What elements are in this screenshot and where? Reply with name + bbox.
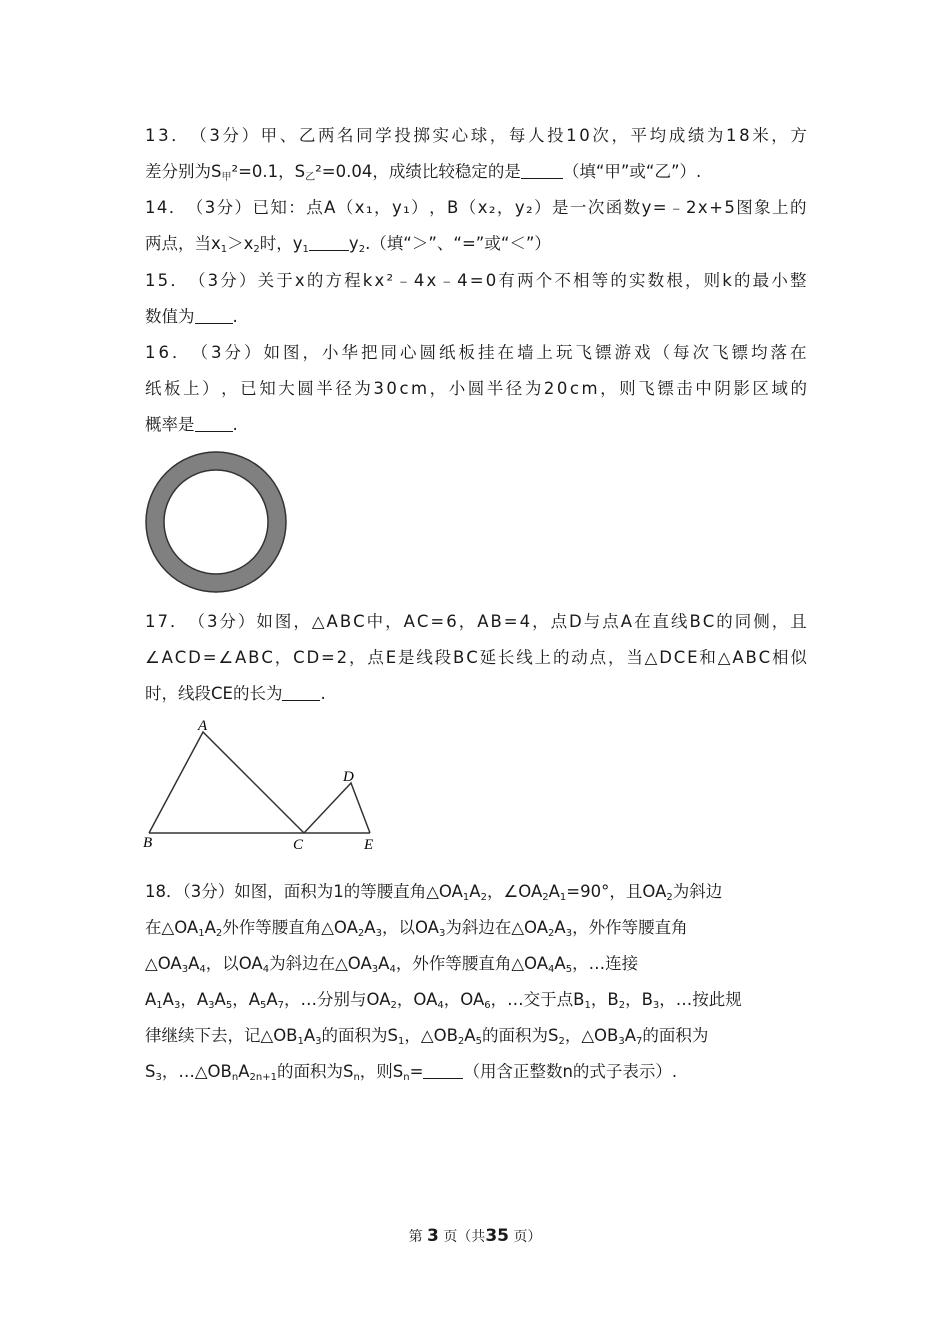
- triangle-figure: [138, 712, 388, 858]
- q14-line2: 两点，当$x_1>x_2$时，$y_1$ $y_2$.（填“＞”、“=”或“＜”）: [145, 234, 551, 255]
- label-a: A: [198, 718, 208, 734]
- label-e: E: [364, 837, 374, 853]
- q18-line1: 18．（3分）如图，面积为1的等腰直角$\triangle OA_1A_2$，$\angle OA_2A_1=90^\circ$，且$OA_2$为斜边: [145, 882, 723, 903]
- inner-circle: [164, 470, 268, 574]
- q14-line1: 1 4 ． （ 3 分 ） 已 知 ： 点 A （ x ₁ ， y ₁ ） ， B （ x ₂ ， y ₂ ） 是 一 次 函 数 y = ﹣ 2 x + 5 图 象 上 的: [145, 198, 807, 217]
- question-17: [145, 604, 807, 712]
- question-18: [145, 874, 807, 1090]
- q15-line1: 1 5 ． （ 3 分 ） 关 于 x 的 方 程 k x ² ﹣ 4 x ﹣ 4 = 0 有 两 个 不 相 等 的 实 数 根 ， 则 k 的 最 小 整: [145, 271, 807, 290]
- total-pages: 35: [485, 1226, 509, 1246]
- answer-blank: [521, 160, 563, 179]
- q17-line3: 时，线段CE的长为 .: [145, 684, 326, 703]
- answer-blank: [309, 232, 349, 251]
- q17-line1: 1 7 ． （ 3 分 ） 如 图 ， △ A B C 中 ， A C = 6 ， A B = 4 ， 点 D 与 点 A 在 直 线 B C 的 同 侧 ， 且: [145, 612, 807, 631]
- q15-line2: 数值为 .: [145, 307, 238, 326]
- answer-blank: [282, 682, 320, 701]
- current-page-number: 3: [427, 1226, 439, 1246]
- question-14: [145, 190, 807, 262]
- answer-blank: [423, 1060, 463, 1079]
- q13-line2: 差分别为$S_甲^2=0.1$，$S_乙^2=0.04$，成绩比较稳定的是 （填“甲”或“乙”）.: [145, 162, 702, 183]
- q18-line4: $A_1A_3$，$A_3A_5$，$A_5A_7$，…分别与$OA_2$，$OA_4$，$OA_6$，…交于点$B_1$，$B_2$，$B_3$，…按此规: [145, 990, 742, 1011]
- question-15: [145, 263, 807, 335]
- question-16: [145, 335, 807, 443]
- concentric-circles-figure: [138, 447, 294, 599]
- answer-blank: [195, 413, 233, 432]
- page-footer: 第 3 页（共35 页）: [408, 1226, 542, 1246]
- q16-line1: 1 6 ． （ 3 分 ） 如 图 ， 小 华 把 同 心 圆 纸 板 挂 在 墙 上 玩 飞 镖 游 戏 （ 每 次 飞 镖 均 落 在: [145, 343, 807, 362]
- q16-line3: 概率是 .: [145, 415, 238, 434]
- q17-line2: ∠ A C D = ∠ A B C ， C D = 2 ， 点 E 是 线 段 B C 延 长 线 上 的 动 点 ， 当 △ D C E 和 △ A B C 相 似: [145, 648, 807, 667]
- label-b: B: [143, 835, 153, 851]
- q18-line6: $S_3$，$\dots\triangle OB_nA_{2n+1}$的面积为$S_n$，则$S_n=$ （用含正整数n的式子表示）.: [145, 1062, 678, 1083]
- triangle-dce: [304, 783, 370, 833]
- question-13: [145, 118, 807, 190]
- answer-blank: [195, 305, 233, 324]
- q18-line2: 在$\triangle OA_1A_2$外作等腰直角$\triangle OA_2A_3$，以$OA_3$为斜边在$\triangle OA_2A_3$，外作等腰直角: [145, 918, 688, 939]
- q13-line1: 1 3 ． （ 3 分 ） 甲 、 乙 两 名 同 学 投 掷 实 心 球 ， 每 人 投 1 0 次 ， 平 均 成 绩 为 1 8 米 ， 方: [145, 126, 807, 145]
- q18-line3: $\triangle OA_3A_4$，以$OA_4$为斜边在$\triangle OA_3A_4$，外作等腰直角$\triangle OA_4A_5$，…连接: [145, 954, 639, 975]
- label-d: D: [343, 769, 354, 785]
- label-c: C: [293, 837, 304, 853]
- q18-line5: 律继续下去，记$\triangle OB_1A_3$的面积为$S_1$，$\triangle OB_2A_5$的面积为$S_2$，$\triangle OB_3A_7$的面积为: [145, 1026, 709, 1047]
- q16-line2: 纸 板 上 ） ， 已 知 大 圆 半 径 为 3 0 c m ， 小 圆 半 径 为 2 0 c m ， 则 飞 镖 击 中 阴 影 区 域 的: [145, 379, 807, 398]
- triangle-abc: [149, 732, 304, 833]
